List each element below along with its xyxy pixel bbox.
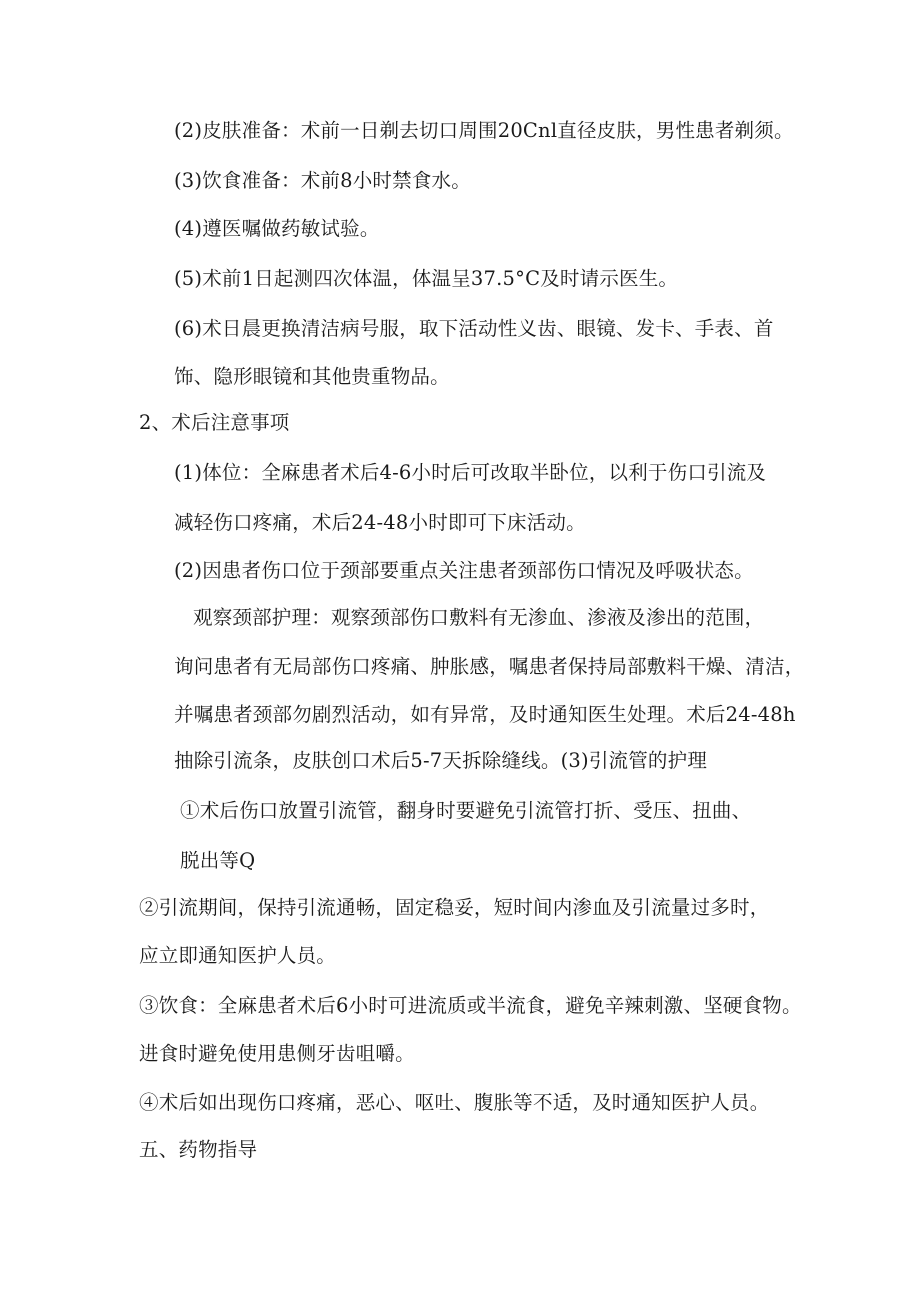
text-line: 进食时避免使用患侧牙齿咀嚼。 [139,1042,415,1065]
text-line: (2)因患者伤口位于颈部要重点关注患者颈部伤口情况及呼吸状态。 [174,559,754,582]
text-line: ②引流期间，保持引流通畅，固定稳妥，短时间内渗血及引流量过多时， [139,896,770,919]
text-line: (4)遵医嘱做药敏试验。 [174,217,380,240]
text-line: 抽除引流条，皮肤创口术后5-7天拆除缝线。(3)引流管的护理 [174,749,708,772]
text-line: ①术后伤口放置引流管，翻身时要避免引流管打折、受压、扭曲、 [180,799,752,822]
text-line: (2)皮肤准备：术前一日剃去切口周围20Cnl直径皮肤，男性患者剃须。 [174,119,794,142]
text-line: (6)术日晨更换清洁病号服，取下活动性义齿、眼镜、发卡、手表、首 [174,317,774,340]
text-line: (1)体位：全麻患者术后4-6小时后可改取半卧位，以利于伤口引流及 [174,461,767,484]
text-line: 减轻伤口疼痛，术后24-48小时即可下床活动。 [174,511,586,534]
text-line: 饰、隐形眼镜和其他贵重物品。 [174,365,450,388]
section-heading: 2、术后注意事项 [139,411,290,434]
text-line: 脱出等Q [180,849,256,872]
section-heading: 五、药物指导 [139,1138,258,1161]
text-line: 并嘱患者颈部勿剧烈活动，如有异常，及时通知医生处理。术后24-48h [174,703,796,726]
text-line: 应立即通知医护人员。 [139,944,337,967]
text-line: ④术后如出现伤口疼痛，恶心、呕吐、腹胀等不适，及时通知医护人员。 [139,1091,770,1114]
text-line: 询问患者有无局部伤口疼痛、肿胀感，嘱患者保持局部敷料干燥、清洁， [174,655,805,678]
text-line: ③饮食：全麻患者术后6小时可进流质或半流食，避免辛辣刺激、坚硬食物。 [139,994,802,1017]
text-line: 观察颈部护理：观察颈部伤口敷料有无渗血、渗液及渗出的范围， [193,606,765,629]
text-line: (3)饮食准备：术前8小时禁食水。 [174,169,471,192]
text-line: (5)术前1日起测四次体温，体温呈37.5°C及时请示医生。 [174,267,679,290]
